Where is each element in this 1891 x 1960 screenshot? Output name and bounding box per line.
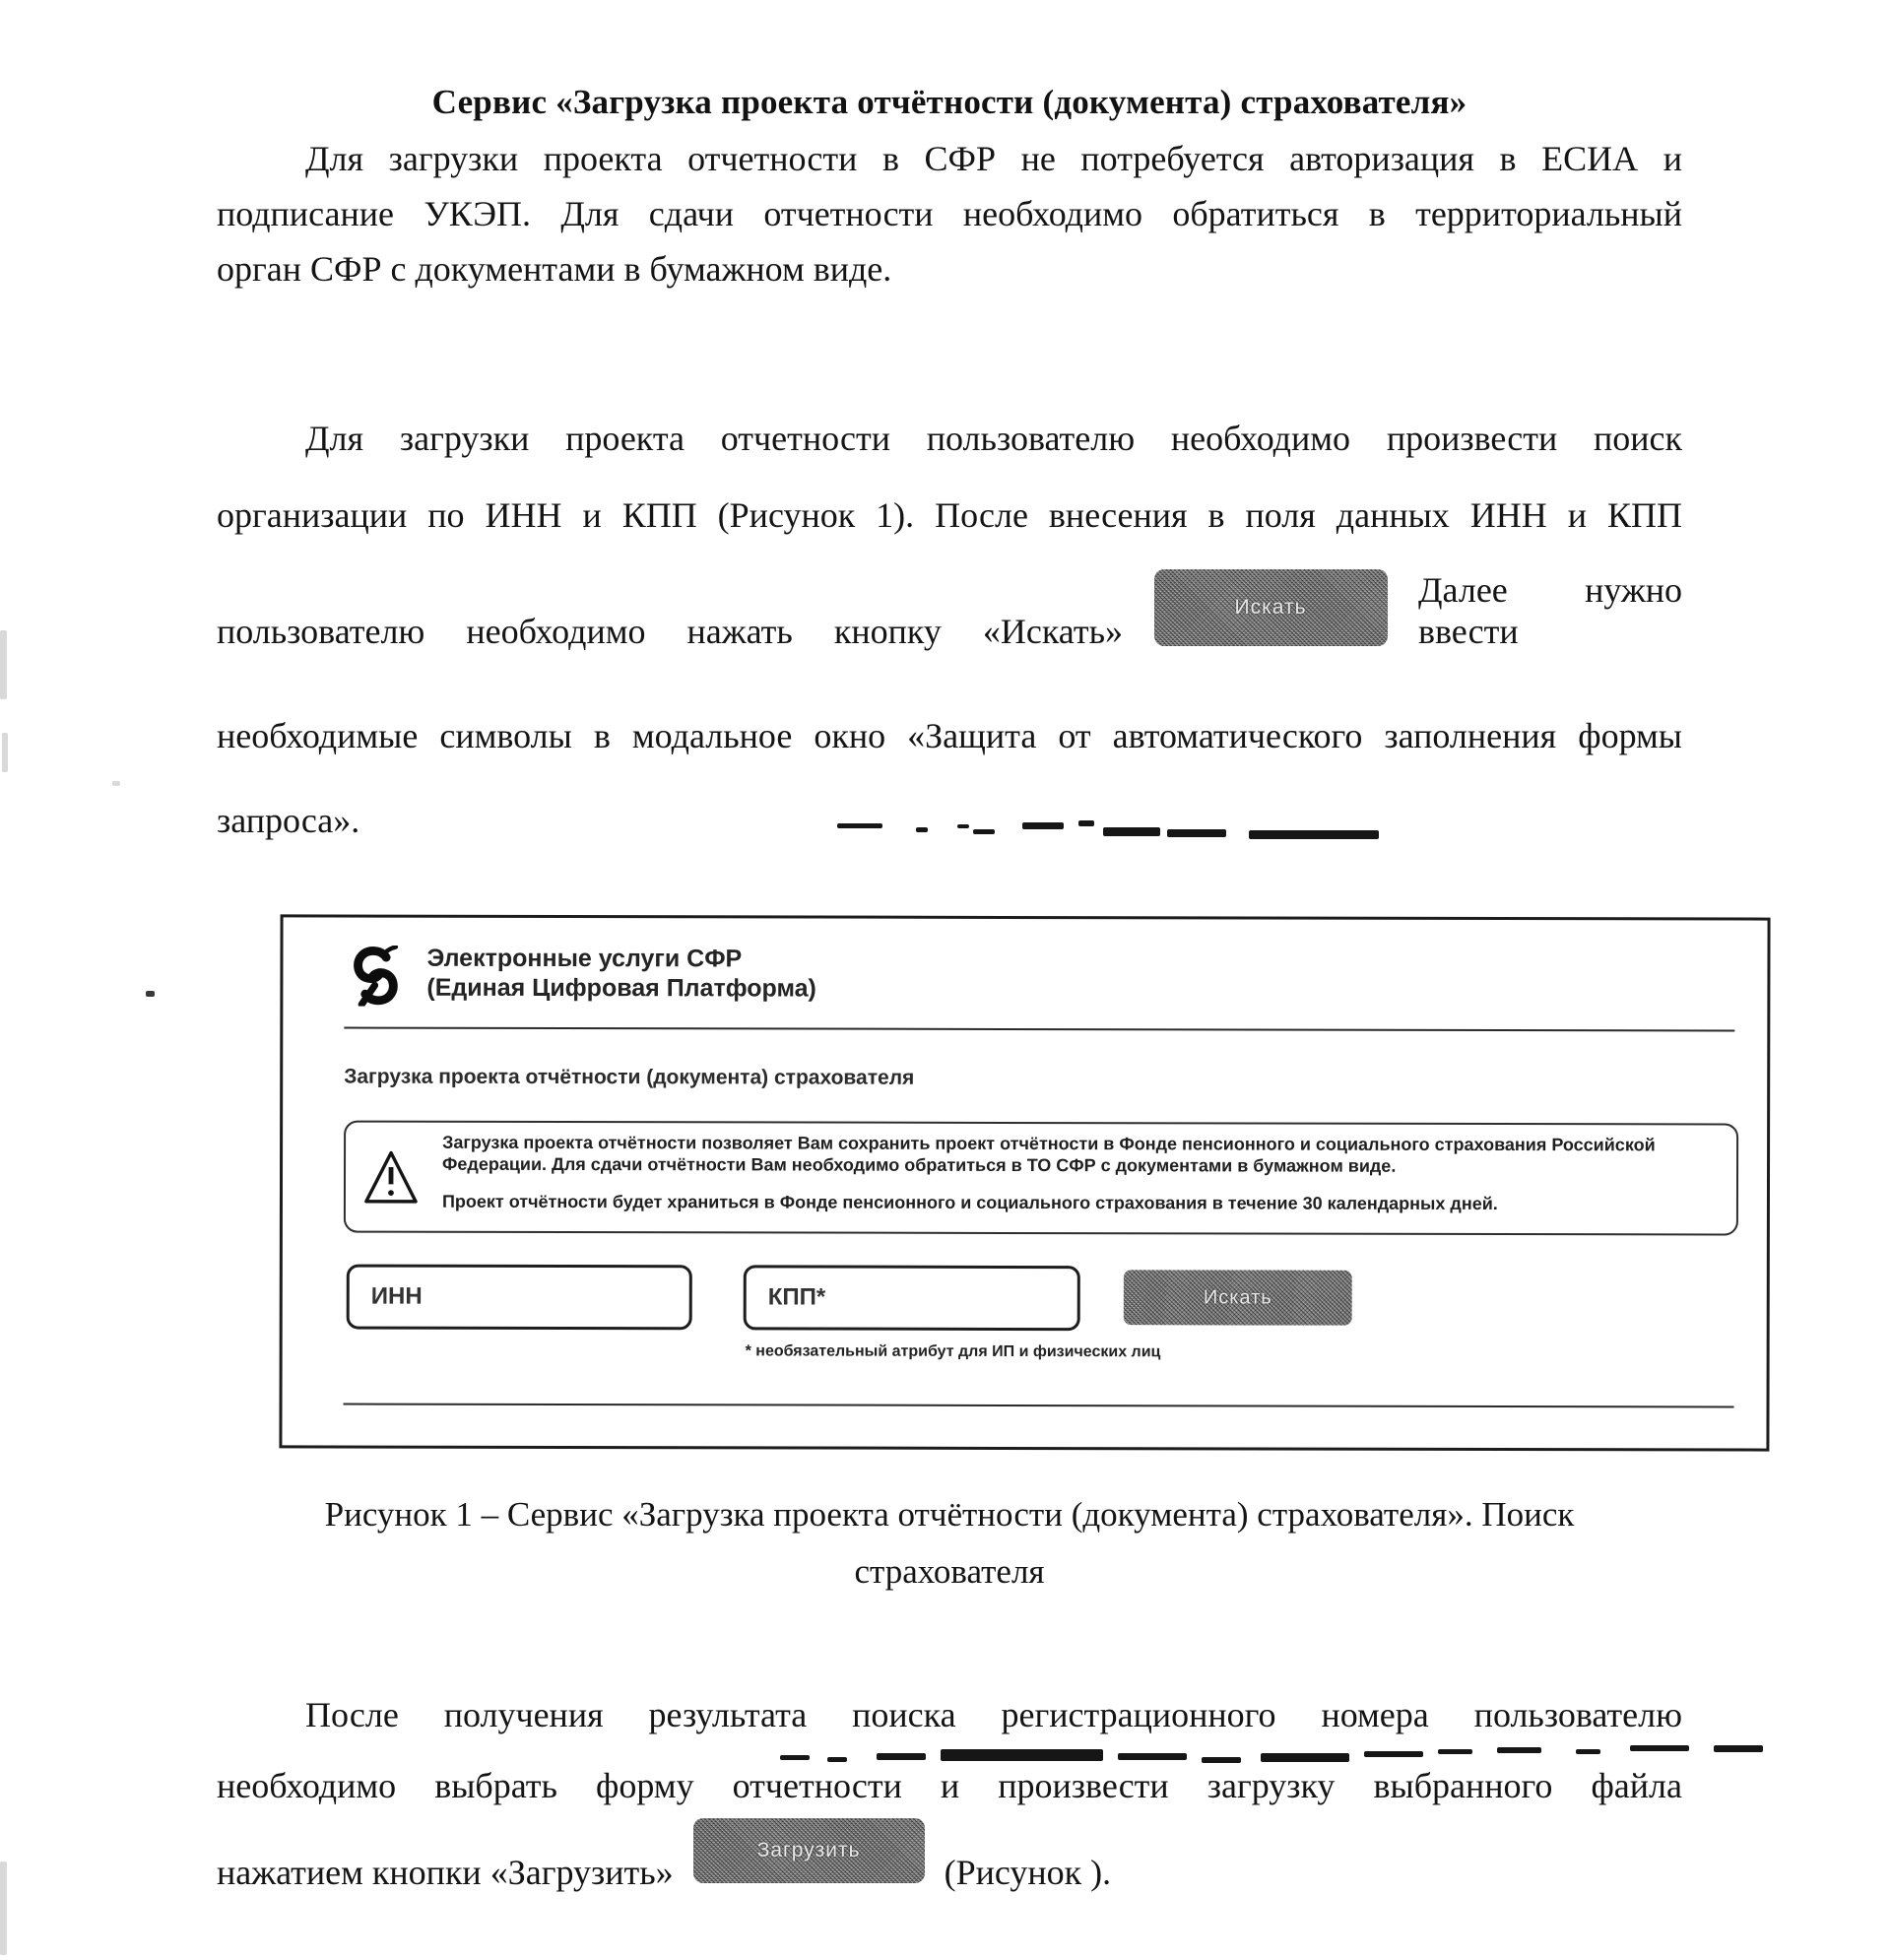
paragraph1-line2: подписание УКЭП. Для сдачи отчетности необходимо обратиться в территориальный xyxy=(217,194,1682,233)
warning-banner xyxy=(344,1121,1738,1236)
figure1-caption-line2: страхователя xyxy=(854,1552,1045,1591)
paragraph2-line3-right: Далее нужно ввести xyxy=(1418,570,1682,651)
search-button[interactable] xyxy=(1124,1270,1352,1325)
paragraph2-line1: Для загрузки проекта отчетности пользователю необходимо произвести поиск xyxy=(305,419,1682,458)
warning-triangle-icon xyxy=(362,1148,420,1208)
warning-text-line2: Проект отчётности будет храниться в Фонде пенсионного и социального страхования в течение 30 календарных дней. xyxy=(441,1191,1498,1214)
paragraph3-line2: необходимо выбрать форму отчетности и произвести загрузку выбранного файла xyxy=(217,1766,1682,1805)
search-button-label: Искать xyxy=(1203,1285,1272,1309)
paragraph1-line1: Для загрузки проекта отчетности в СФР не потребуется авторизация в ЕСИА и xyxy=(305,139,1682,178)
header-divider xyxy=(344,1027,1734,1032)
search-button-screenshot-label: Искать xyxy=(1234,596,1307,619)
paragraph3-line3-left: нажатием кнопки «Загрузить» xyxy=(217,1853,674,1892)
figure1-screenshot xyxy=(279,914,1770,1451)
warning-text-line1: Загрузка проекта отчётности позволяет Вам сохранить проект отчётности в Фонде пенсионного и социального страхования Российской Федерации. Для сдачи отчётности Вам необходимо обратиться в ТО СФР с документами в бумажном виде. xyxy=(442,1132,1656,1176)
inn-input[interactable] xyxy=(347,1265,692,1331)
paragraph3-line3-right: (Рисунок ). xyxy=(944,1853,1112,1892)
kpp-input[interactable] xyxy=(744,1265,1080,1331)
screenshot-header xyxy=(426,944,816,1004)
upload-button-screenshot-label: Загрузить xyxy=(756,1839,861,1862)
kpp-footnote: * необязательный атрибут для ИП и физических лиц xyxy=(745,1342,1161,1361)
figure1-caption-line1: Рисунок 1 – Сервис «Загрузка проекта отчётности (документа) страхователя». Поиск xyxy=(324,1495,1575,1534)
paragraph2-line3-left: пользователю необходимо нажать кнопку «Искать» xyxy=(217,612,1123,651)
paragraph2-line5: запроса». xyxy=(217,801,360,840)
screenshot-header-line2: (Единая Цифровая Платформа) xyxy=(426,973,816,1003)
warning-text xyxy=(442,1132,1723,1215)
footer-divider xyxy=(344,1404,1734,1408)
screenshot-header-line1: Электронные услуги СФР xyxy=(426,944,743,973)
search-button-screenshot xyxy=(1154,569,1388,646)
service-title: Загрузка проекта отчётности (документа) страхователя xyxy=(344,1065,915,1089)
upload-button-screenshot xyxy=(693,1818,925,1883)
paragraph3-line3 xyxy=(217,1814,1682,1893)
page-title: Сервис «Загрузка проекта отчётности (документа) страхователя» xyxy=(431,83,1467,121)
paragraph2-line2: организации по ИНН и КПП (Рисунок 1). После внесения в поля данных ИНН и КПП xyxy=(217,495,1682,535)
sfr-logo-icon xyxy=(346,946,405,1007)
paragraph1-line3: орган СФР с документами в бумажном виде. xyxy=(217,249,892,289)
paragraph2-line3 xyxy=(217,569,1682,652)
paragraph3-line1: После получения результата поиска регистрационного номера пользователю xyxy=(305,1695,1682,1734)
paragraph2-line4: необходимые символы в модальное окно «Защита от автоматического заполнения формы xyxy=(217,716,1682,755)
